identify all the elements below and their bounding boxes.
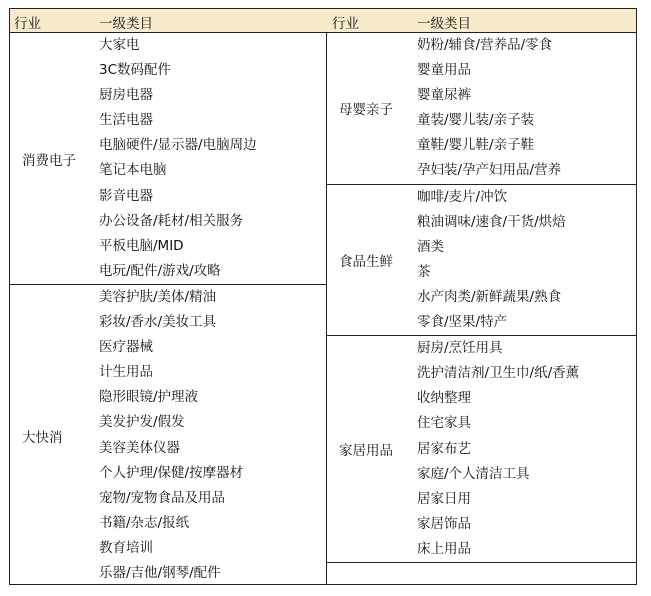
category-item: 宠物/宠物食品及用品 xyxy=(99,489,226,506)
industry-group xyxy=(10,285,326,587)
category-item: 美容美体仪器 xyxy=(99,439,180,456)
category-item: 个人护理/保健/按摩器材 xyxy=(99,464,244,481)
category-item: 粮油调味/速食/干货/烘焙 xyxy=(417,213,566,230)
category-item: 厨房电器 xyxy=(99,87,153,104)
category-item: 洗护清洁剂/卫生巾/纸/香薰 xyxy=(417,365,580,382)
category-item: 美容护肤/美体/精油 xyxy=(99,289,217,305)
category-item: 笔记本电脑 xyxy=(99,162,167,179)
category-item: 家庭/个人清洁工具 xyxy=(417,465,530,482)
category-item: 平板电脑/MID xyxy=(99,237,184,254)
category-item: 医疗器械 xyxy=(99,339,153,356)
category-item: 茶 xyxy=(417,263,431,280)
category-item: 家居饰品 xyxy=(417,515,471,532)
category-item: 教育培训 xyxy=(99,539,153,556)
industry-label: 大快消 xyxy=(22,430,63,446)
category-item: 生活电器 xyxy=(99,112,153,129)
category-item: 孕妇装/孕产妇用品/营养 xyxy=(417,162,562,179)
header-category-right: 一级类目 xyxy=(417,16,471,32)
category-item: 计生用品 xyxy=(99,364,153,381)
right-column xyxy=(327,33,636,584)
category-item: 影音电器 xyxy=(99,187,153,204)
category-item: 婴童尿裤 xyxy=(417,87,471,104)
category-item: 隐形眼镜/护理液 xyxy=(99,389,199,406)
category-item: 美发护发/假发 xyxy=(99,414,185,431)
table-header xyxy=(10,9,636,33)
category-item: 3C数码配件 xyxy=(99,62,172,79)
category-item: 居家布艺 xyxy=(417,440,471,457)
category-item: 奶粉/辅食/营养品/零食 xyxy=(417,37,553,53)
header-category-left: 一级类目 xyxy=(99,16,153,32)
category-item: 厨房/烹饪用具 xyxy=(417,340,503,357)
industry-label: 母婴亲子 xyxy=(339,102,393,119)
category-item: 乐器/吉他/钢琴/配件 xyxy=(99,565,221,582)
industry-label: 家居用品 xyxy=(339,443,393,460)
category-item: 酒类 xyxy=(417,238,444,255)
category-item: 书籍/杂志/报纸 xyxy=(99,514,190,531)
category-item: 办公设备/耗材/相关服务 xyxy=(99,212,244,229)
category-item: 床上用品 xyxy=(417,540,471,557)
category-item: 咖啡/麦片/冲饮 xyxy=(417,188,508,205)
category-item: 住宅家具 xyxy=(417,415,471,432)
category-item: 水产肉类/新鲜蔬果/熟食 xyxy=(417,288,562,305)
category-item: 大家电 xyxy=(99,37,140,53)
industry-group xyxy=(10,33,326,285)
category-item: 童鞋/婴儿鞋/亲子鞋 xyxy=(417,137,535,154)
category-item: 电玩/配件/游戏/攻略 xyxy=(99,262,221,279)
left-column xyxy=(10,33,327,584)
category-item: 电脑硬件/显示器/电脑周边 xyxy=(99,137,257,154)
category-item: 零食/坚果/特产 xyxy=(417,314,508,331)
category-item: 收纳整理 xyxy=(417,390,471,407)
industry-group xyxy=(327,33,636,185)
category-item: 居家日用 xyxy=(417,490,471,507)
industry-group xyxy=(327,185,636,337)
header-industry-left: 行业 xyxy=(14,16,41,32)
industry-group xyxy=(327,336,636,563)
industry-label: 消费电子 xyxy=(22,152,76,169)
category-item: 童装/婴儿装/亲子装 xyxy=(417,112,535,129)
category-table xyxy=(9,8,637,585)
industry-label: 食品生鲜 xyxy=(339,253,393,270)
category-item: 彩妆/香水/美妆工具 xyxy=(99,314,217,331)
header-industry-right: 行业 xyxy=(332,16,359,32)
category-item: 婴童用品 xyxy=(417,62,471,79)
